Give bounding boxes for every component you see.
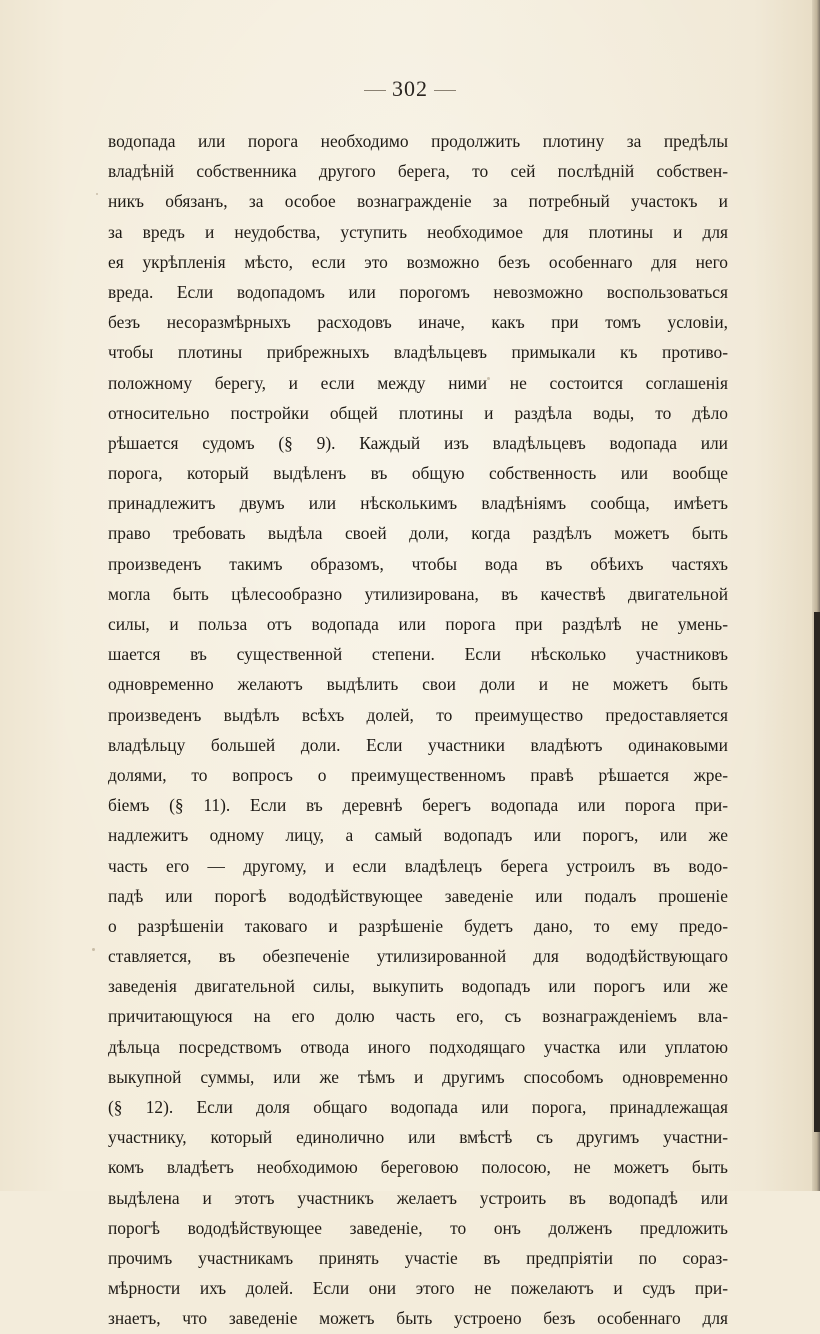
text-line: произведенъ выдѣлъ всѣхъ долей, то преимущество предоставляется (108, 704, 728, 725)
text-line: выкупной суммы, или же тѣмъ и другимъ способомъ одновременно (108, 1066, 728, 1087)
text-line: принадлежитъ двумъ или нѣсколькимъ владѣніямъ сообща, имѣетъ (108, 493, 728, 514)
ink-spot (96, 193, 98, 195)
text-line: знаетъ, что заведеніе можетъ быть устроено безъ особеннаго для (108, 1308, 728, 1329)
text-line: прочимъ участникамъ принять участіе въ предпріятіи по сораз- (108, 1247, 728, 1268)
text-line: участнику, который единолично или вмѣстѣ съ другимъ участни- (108, 1127, 728, 1148)
page-number (0, 76, 820, 102)
ink-spot (487, 377, 490, 380)
text-line: ея укрѣпленія мѣсто, если это возможно безъ особеннаго для него (108, 251, 728, 272)
text-line: причитающуюся на его долю часть его, съ вознагражденіемъ вла- (108, 1006, 728, 1027)
text-line: комъ владѣетъ необходимою береговою полосою, не можетъ быть (108, 1157, 728, 1178)
text-line: безъ несоразмѣрныхъ расходовъ иначе, какъ при томъ условіи, (108, 312, 728, 333)
text-line: рѣшается судомъ (§ 9). Каждый изъ владѣльцевъ водопада или (108, 432, 728, 453)
text-line: право требовать выдѣла своей доли, когда раздѣлъ можетъ быть (108, 523, 728, 544)
text-line: шается въ существенной степени. Если нѣсколько участниковъ (108, 644, 728, 665)
text-line: владѣльцу большей доли. Если участники владѣютъ одинаковыми (108, 734, 728, 755)
ink-spot (92, 948, 95, 951)
text-line: силы, и польза отъ водопада или порога при раздѣлѣ не умень- (108, 614, 728, 634)
text-line: чтобы плотины прибрежныхъ владѣльцевъ примыкали къ противо- (108, 342, 728, 363)
page-number-dash-left (364, 90, 386, 91)
text-line: выдѣлена и этотъ участникъ желаетъ устроить въ водопадѣ или (108, 1187, 728, 1208)
text-line: относительно постройки общей плотины и раздѣла воды, то дѣло (108, 402, 728, 423)
page-number-text: 302 (392, 76, 428, 101)
text-line: дѣльца посредствомъ отвода иного подходящаго участка или уплатою (108, 1036, 728, 1057)
text-line: о разрѣшеніи таковаго и разрѣшеніе будетъ дано, то ему предо- (108, 915, 728, 936)
text-line: никъ обязанъ, за особое вознагражденіе за потребный участокъ и (108, 191, 728, 212)
body-text (108, 126, 728, 1334)
text-line: ставляется, въ обезпеченіе утилизированной для вододѣйствующаго (108, 946, 728, 967)
text-line: долями, то вопросъ о преимущественномъ правѣ рѣшается жре- (108, 764, 728, 785)
text-line: мѣрности ихъ долей. Если они этого не пожелаютъ и судъ при- (108, 1278, 728, 1299)
text-line: одновременно желаютъ выдѣлить свои доли и не можетъ быть (108, 674, 728, 695)
text-line: надлежитъ одному лицу, а самый водопадъ или порогъ, или же (108, 825, 728, 846)
text-line: владѣній собственника другого берега, то сей послѣдній собствен- (108, 161, 728, 182)
text-line: біемъ (§ 11). Если въ деревнѣ берегъ водопада или порога при- (108, 795, 728, 816)
text-line: вреда. Если водопадомъ или порогомъ невозможно воспользоваться (108, 281, 728, 302)
page-edge-shadow (814, 612, 820, 1132)
text-line: могла быть цѣлесообразно утилизирована, въ качествѣ двигательной (108, 583, 728, 604)
text-line: за вредъ и неудобства, уступить необходимое для плотины и для (108, 221, 728, 242)
text-line: (§ 12). Если доля общаго водопада или порога, принадлежащая (108, 1097, 728, 1117)
text-line: произведенъ такимъ образомъ, чтобы вода въ обѣихъ частяхъ (108, 553, 728, 574)
text-line: водопада или порога необходимо продолжить плотину за предѣлы (108, 131, 728, 151)
text-line: заведенія двигательной силы, выкупить водопадъ или порогъ или же (108, 976, 728, 997)
text-line: порога, который выдѣленъ въ общую собственность или вообще (108, 463, 728, 484)
page-number-dash-right (434, 90, 456, 91)
text-line: положному берегу, и если между ними не состоится соглашенія (108, 372, 728, 393)
text-line: падѣ или порогѣ вододѣйствующее заведеніе или подалъ прошеніе (108, 885, 728, 906)
text-line: часть его — другому, и если владѣлецъ берега устроилъ въ водо- (108, 855, 728, 876)
text-line: порогѣ вододѣйствующее заведеніе, то онъ долженъ предложить (108, 1217, 728, 1238)
